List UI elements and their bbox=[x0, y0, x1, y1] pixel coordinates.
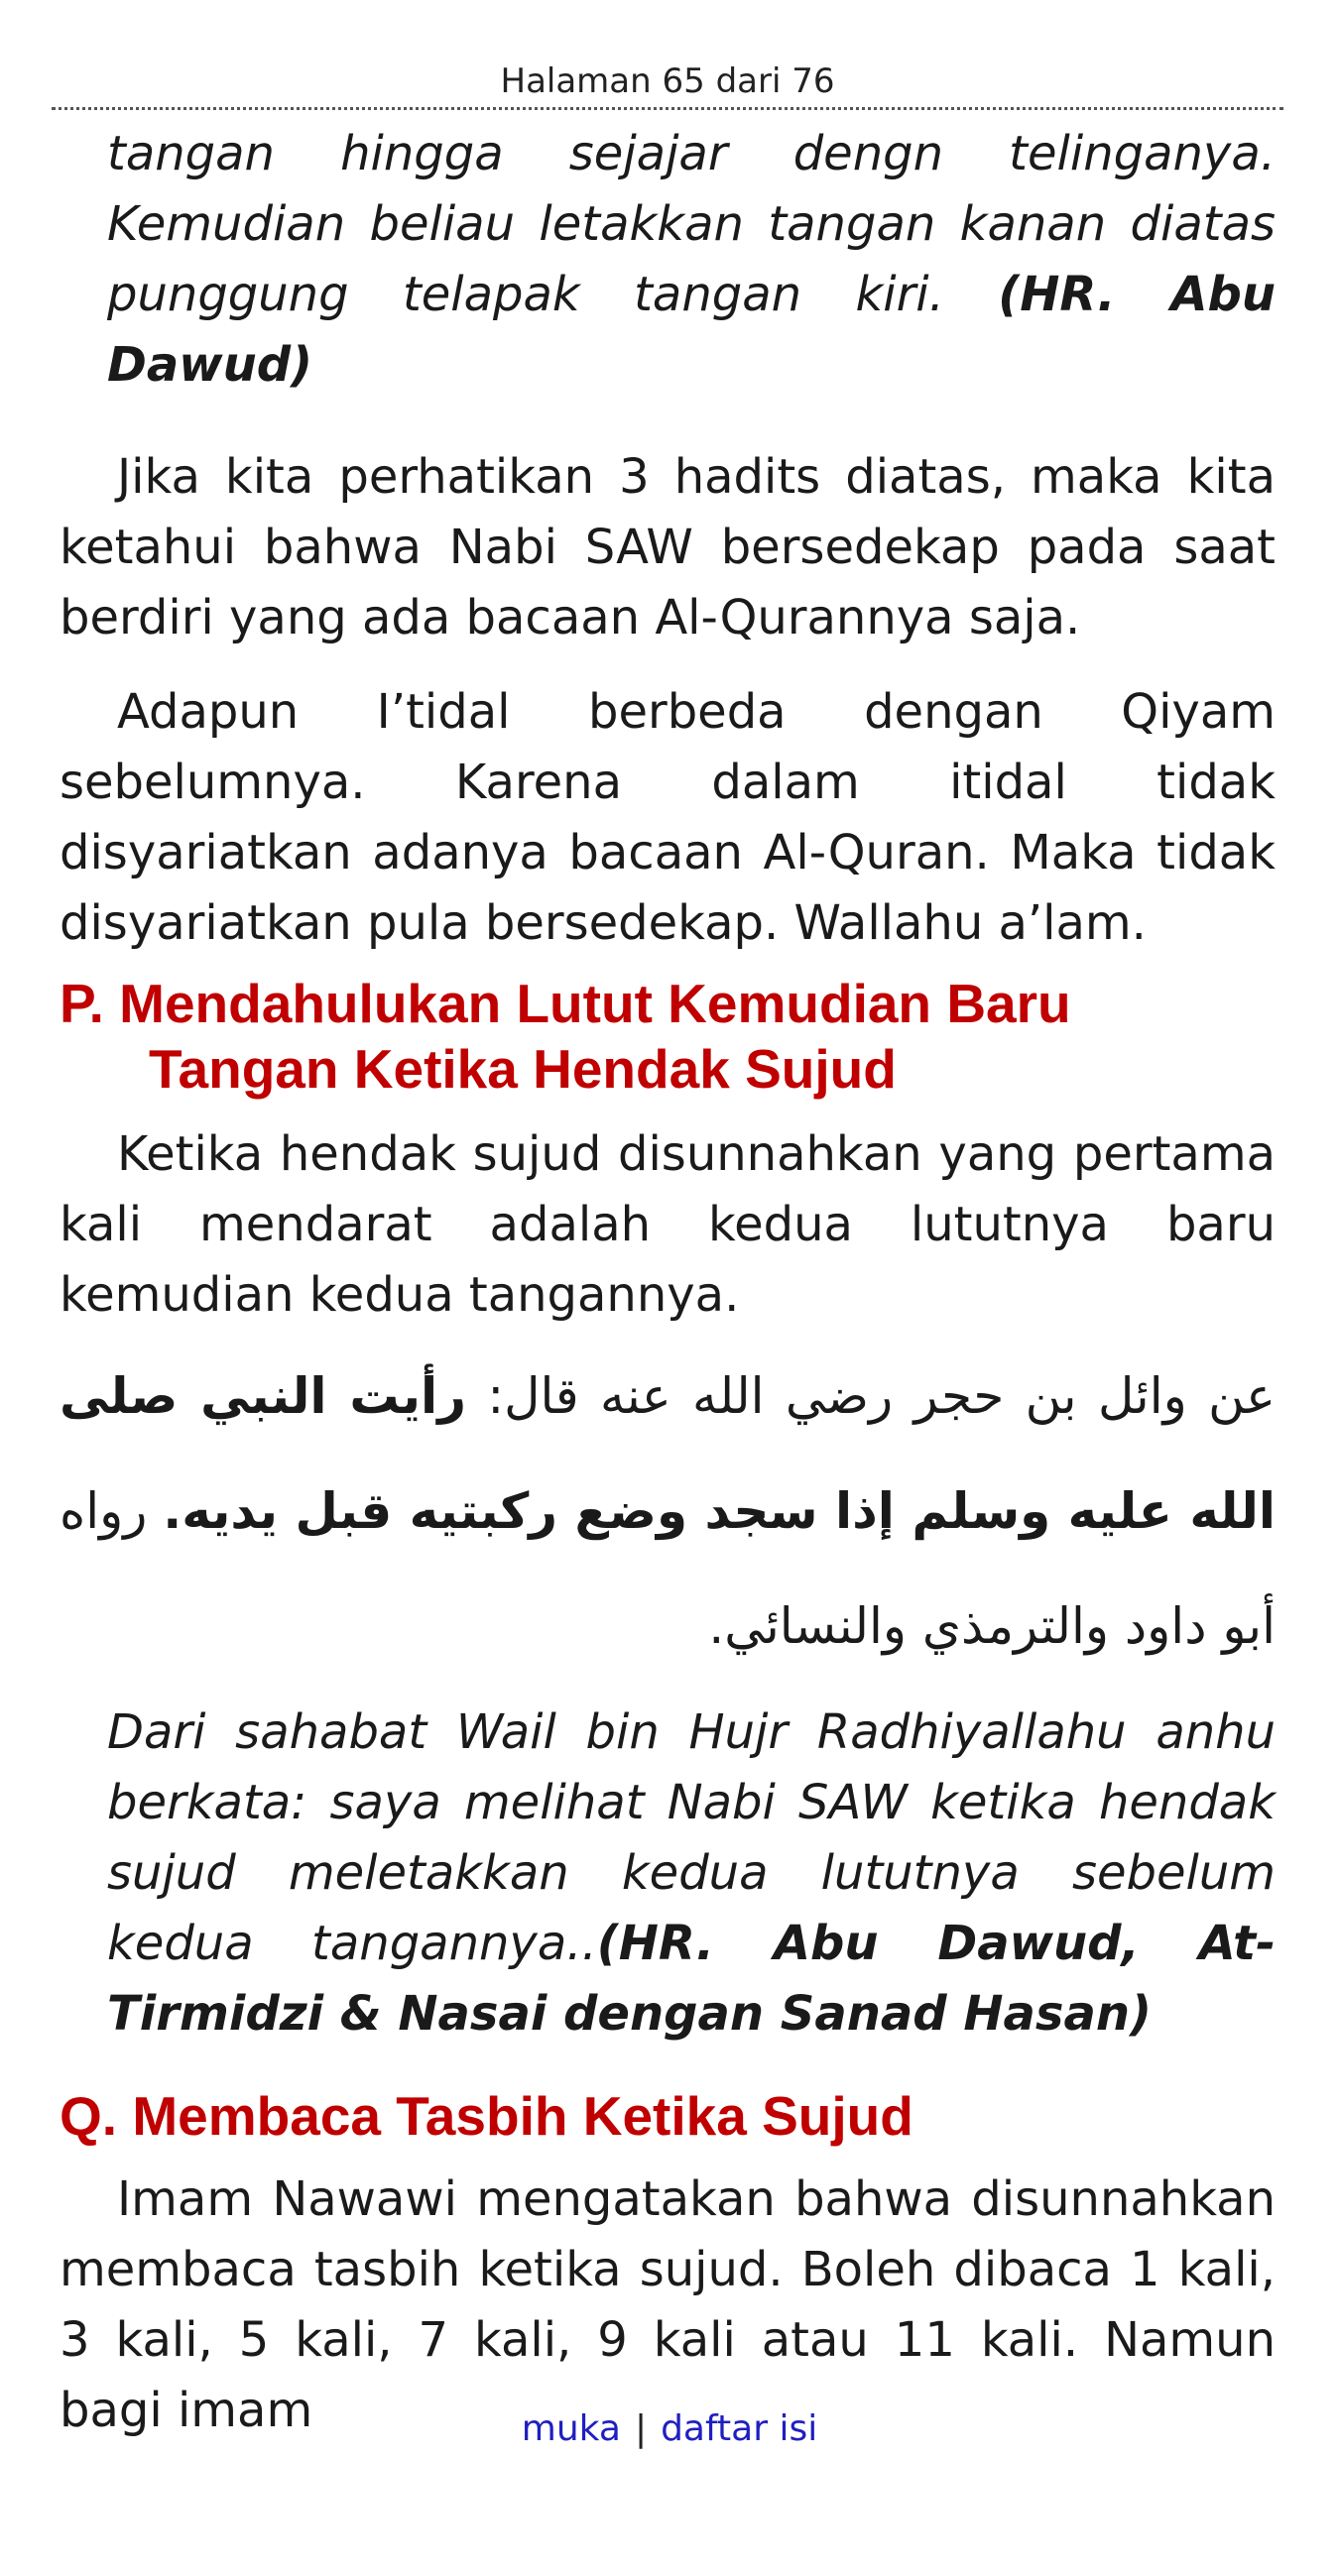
hadith-translation-quote bbox=[107, 119, 1276, 401]
arabic-hadith bbox=[60, 1339, 1276, 1684]
hadith-translation-quote bbox=[107, 1698, 1276, 2049]
section-heading-q: Q. Membaca Tasbih Ketika Sujud bbox=[60, 2085, 913, 2147]
body-paragraph: Jika kita perhatikan 3 hadits diatas, maka kita ketahui bahwa Nabi SAW bersedekap pada saat berdiri yang ada bacaan Al-Qurannya saja. bbox=[60, 449, 1276, 645]
page-indicator: Halaman 65 dari 76 bbox=[52, 58, 1283, 110]
body-paragraph: Adapun I’tidal berbeda dengan Qiyam sebelumnya. Karena dalam itidal tidak disyariatkan adanya bacaan Al-Quran. Maka tidak disyariatkan pula bersedekap. Wallahu a’lam. bbox=[60, 684, 1276, 951]
quote-citation: (HR. Abu Dawud) bbox=[107, 267, 1277, 393]
nav-separator: | bbox=[634, 2408, 648, 2449]
quote-citation: (HR. Abu Dawud, At-Tirmidzi & Nasai dengan Sanad Hasan) bbox=[107, 1916, 1277, 2042]
quote-text: tangan hingga sejajar dengn telinganya. Kemudian beliau letakkan tangan kanan diatas punggung telapak tangan kiri. bbox=[107, 126, 1276, 322]
body-paragraph: Ketika hendak sujud disunnahkan yang pertama kali mendarat adalah kedua lututnya baru kemudian kedua tangannya. bbox=[60, 1126, 1276, 1323]
table-of-contents-link[interactable]: daftar isi bbox=[661, 2408, 818, 2449]
page-footer-nav bbox=[0, 2404, 1339, 2454]
quote-text: Dari sahabat Wail bin Hujr Radhiyallahu anhu berkata: saya melihat Nabi SAW ketika hendak sujud meletakkan kedua lututnya sebelum kedua tangannya.. bbox=[107, 1704, 1276, 1971]
heading-line: P. Mendahulukan Lutut Kemudian Baru bbox=[60, 973, 1071, 1034]
heading-line: Tangan Ketika Hendak Sujud bbox=[149, 1038, 897, 1100]
arabic-source: رواه أبو داود والترمذي والنسائي. bbox=[60, 1482, 1276, 1655]
arabic-narrator: عن وائل بن حجر رضي الله عنه قال: bbox=[465, 1367, 1276, 1425]
cover-link[interactable]: muka bbox=[521, 2408, 621, 2449]
section-heading-p bbox=[60, 971, 1276, 1102]
page-content bbox=[60, 119, 1276, 2446]
body-paragraph: Imam Nawawi mengatakan bahwa disunnahkan membaca tasbih ketika sujud. Boleh dibaca 1 kali, 3 kali, 5 kali, 7 kali, 9 kali atau 11 kali. Namun bagi imam bbox=[60, 2171, 1276, 2438]
arabic-hadith-text: رأيت النبي صلى الله عليه وسلم إذا سجد وضع ركبتيه قبل يديه. bbox=[60, 1367, 1276, 1540]
